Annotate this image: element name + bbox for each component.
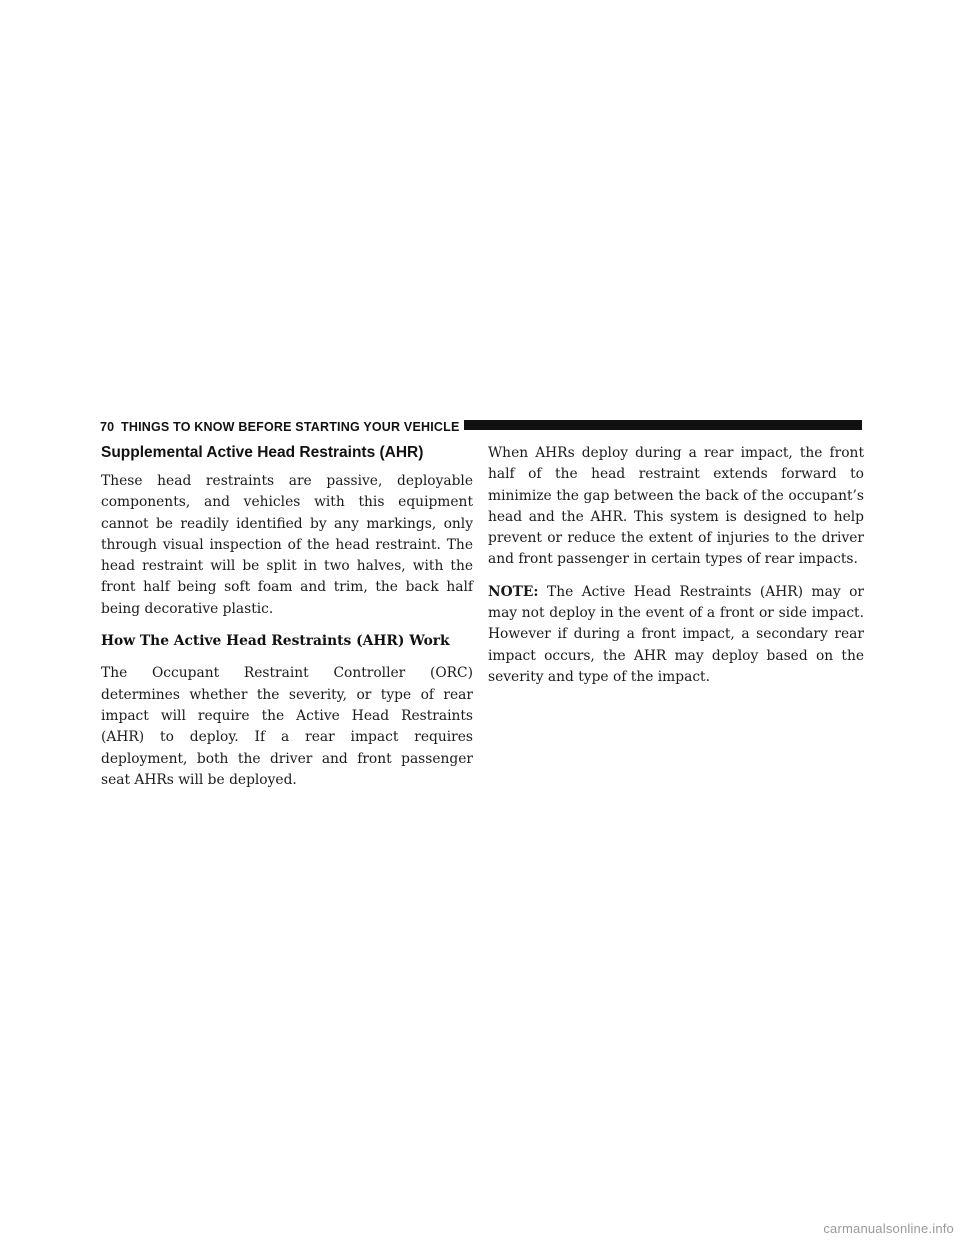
- intro-paragraph: These head restraints are passive, deployable components, and vehicles with this equipment cannot be readily identified by any markings, only through visual inspection of the head restraint. The head restraint will be split in two halves, with the front half being soft foam and trim, the back half being decorative plastic.: [101, 473, 473, 617]
- left-column: [101, 443, 473, 802]
- deployment-paragraph: When AHRs deploy during a rear impact, the front half of the head restraint extends forward to minimize the gap between the back of the occupant’s head and the AHR. This system is designed to help prevent or reduce the extent of injuries to the driver and front passenger in certain types of rear impacts.: [488, 445, 864, 568]
- page-header: [100, 417, 862, 437]
- note-label: NOTE:: [488, 583, 539, 600]
- header-rule: [464, 420, 862, 430]
- note-text: The Active Head Restraints (AHR) may or may not deploy in the event of a front or side impact. However if during a front impact, a secondary rear impact occurs, the AHR may deploy based on the severity and type of the impact.: [488, 583, 864, 685]
- right-column: [488, 443, 864, 699]
- watermark: carmanualsonline.info: [823, 1221, 954, 1236]
- page-number: 70: [100, 420, 115, 434]
- note-paragraph: [488, 582, 864, 688]
- section-title: THINGS TO KNOW BEFORE STARTING YOUR VEHICLE: [121, 420, 460, 434]
- section-heading: Supplemental Active Head Restraints (AHR): [101, 444, 424, 461]
- how-it-works-paragraph: The Occupant Restraint Controller (ORC) determines whether the severity, or type of rear impact will require the Active Head Restraints (AHR) to deploy. If a rear impact requires deployment, both the driver and front passenger seat AHRs will be deployed.: [101, 665, 473, 788]
- subheading: How The Active Head Restraints (AHR) Work: [101, 633, 450, 650]
